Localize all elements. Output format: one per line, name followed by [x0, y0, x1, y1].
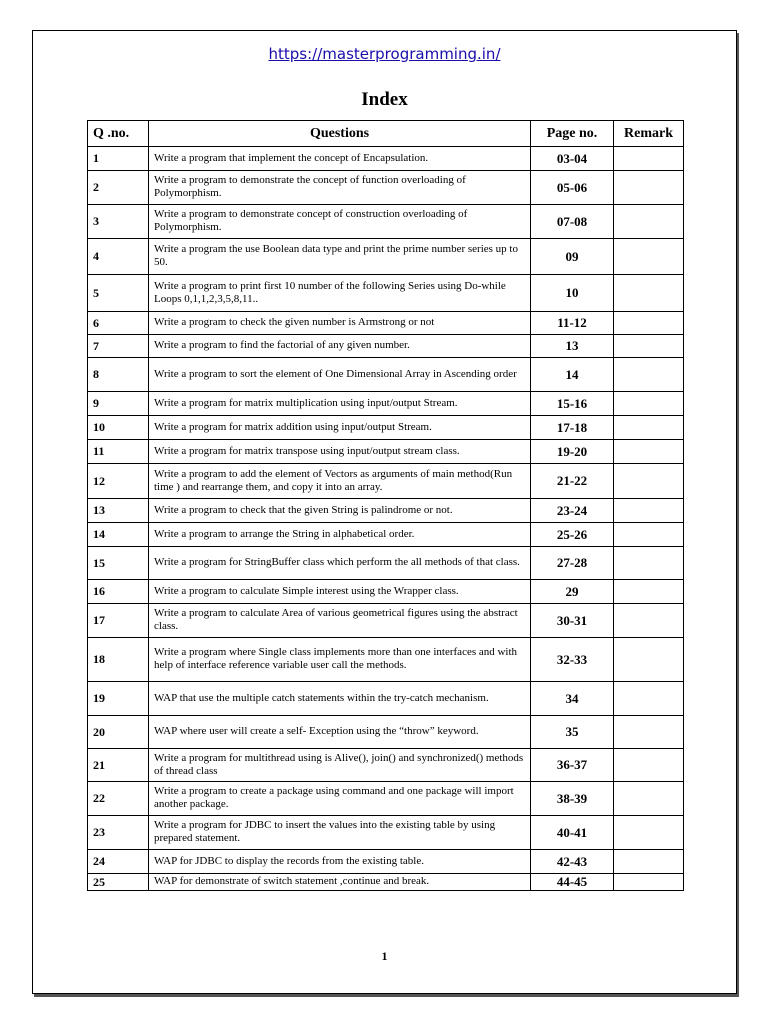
question-number: 15 — [88, 547, 149, 580]
table-row — [88, 464, 684, 499]
table-row — [88, 358, 684, 392]
question-text: WAP that use the multiple catch statements within the try-catch mechanism. — [149, 682, 531, 716]
remark-cell — [614, 205, 684, 239]
page-range: 40-41 — [531, 816, 614, 850]
page-range: 36-37 — [531, 749, 614, 782]
question-text: Write a program to check that the given String is palindrome or not. — [149, 499, 531, 523]
page-range: 38-39 — [531, 782, 614, 816]
question-number: 13 — [88, 499, 149, 523]
remark-cell — [614, 580, 684, 604]
question-number: 23 — [88, 816, 149, 850]
remark-cell — [614, 171, 684, 205]
table-row — [88, 850, 684, 874]
page-range: 17-18 — [531, 416, 614, 440]
question-text: Write a program to demonstrate concept of construction overloading of Polymorphism. — [149, 205, 531, 239]
page-range: 35 — [531, 716, 614, 749]
table-row — [88, 440, 684, 464]
page-range: 21-22 — [531, 464, 614, 499]
table-row — [88, 749, 684, 782]
question-number: 21 — [88, 749, 149, 782]
page-range: 03-04 — [531, 147, 614, 171]
page-range: 11-12 — [531, 312, 614, 335]
question-text: Write a program for matrix addition using input/output Stream. — [149, 416, 531, 440]
question-text: Write a program the use Boolean data type and print the prime number series up to 50. — [149, 239, 531, 275]
table-body — [88, 147, 684, 891]
remark-cell — [614, 392, 684, 416]
table-row — [88, 716, 684, 749]
page-range: 19-20 — [531, 440, 614, 464]
question-number: 17 — [88, 604, 149, 638]
table-row — [88, 205, 684, 239]
question-number: 18 — [88, 638, 149, 682]
question-number: 19 — [88, 682, 149, 716]
question-number: 25 — [88, 874, 149, 891]
table-row — [88, 275, 684, 312]
remark-cell — [614, 638, 684, 682]
page-number: 1 — [381, 949, 388, 963]
remark-cell — [614, 147, 684, 171]
question-number: 7 — [88, 335, 149, 358]
page-range: 27-28 — [531, 547, 614, 580]
page-range: 25-26 — [531, 523, 614, 547]
remark-cell — [614, 499, 684, 523]
page-range: 10 — [531, 275, 614, 312]
site-url-link[interactable]: https://masterprogramming.in/ — [268, 45, 501, 63]
remark-cell — [614, 547, 684, 580]
question-text: Write a program to add the element of Vectors as arguments of main method(Run time ) and rearrange them, and copy it into an array. — [149, 464, 531, 499]
remark-cell — [614, 335, 684, 358]
column-header-qno: Q .no. — [88, 121, 149, 147]
question-text: WAP for JDBC to display the records from the existing table. — [149, 850, 531, 874]
index-table — [87, 120, 684, 891]
question-number: 14 — [88, 523, 149, 547]
table-row — [88, 547, 684, 580]
remark-cell — [614, 440, 684, 464]
question-text: Write a program for multithread using is Alive(), join() and synchronized() methods of thread class — [149, 749, 531, 782]
page-range: 13 — [531, 335, 614, 358]
page-range: 29 — [531, 580, 614, 604]
question-number: 1 — [88, 147, 149, 171]
page-range: 42-43 — [531, 850, 614, 874]
question-text: Write a program to demonstrate the concept of function overloading of Polymorphism. — [149, 171, 531, 205]
remark-cell — [614, 416, 684, 440]
remark-cell — [614, 782, 684, 816]
question-text: WAP for demonstrate of switch statement ,continue and break. — [149, 874, 531, 891]
column-header-questions: Questions — [149, 121, 531, 147]
table-row — [88, 499, 684, 523]
remark-cell — [614, 716, 684, 749]
question-text: Write a program to create a package using command and one package will import another package. — [149, 782, 531, 816]
question-text: Write a program for matrix multiplication using input/output Stream. — [149, 392, 531, 416]
page-title: Index — [361, 89, 408, 110]
table-row — [88, 523, 684, 547]
question-number: 24 — [88, 850, 149, 874]
page-range: 07-08 — [531, 205, 614, 239]
question-number: 3 — [88, 205, 149, 239]
remark-cell — [614, 275, 684, 312]
question-number: 8 — [88, 358, 149, 392]
question-number: 12 — [88, 464, 149, 499]
table-row — [88, 312, 684, 335]
question-text: Write a program for JDBC to insert the values into the existing table by using prepared statement. — [149, 816, 531, 850]
table-row — [88, 239, 684, 275]
question-text: Write a program for matrix transpose using input/output stream class. — [149, 440, 531, 464]
table-row — [88, 171, 684, 205]
question-number: 9 — [88, 392, 149, 416]
table-row — [88, 416, 684, 440]
question-number: 16 — [88, 580, 149, 604]
remark-cell — [614, 239, 684, 275]
question-number: 6 — [88, 312, 149, 335]
table-row — [88, 874, 684, 891]
question-number: 4 — [88, 239, 149, 275]
remark-cell — [614, 604, 684, 638]
remark-cell — [614, 816, 684, 850]
question-number: 11 — [88, 440, 149, 464]
question-text: Write a program to check the given number is Armstrong or not — [149, 312, 531, 335]
table-header-row — [88, 121, 684, 147]
table-row — [88, 147, 684, 171]
table-row — [88, 392, 684, 416]
question-number: 22 — [88, 782, 149, 816]
question-number: 10 — [88, 416, 149, 440]
table-row — [88, 682, 684, 716]
question-text: WAP where user will create a self- Exception using the “throw” keyword. — [149, 716, 531, 749]
table-row — [88, 816, 684, 850]
remark-cell — [614, 312, 684, 335]
question-text: Write a program to arrange the String in alphabetical order. — [149, 523, 531, 547]
page-range: 34 — [531, 682, 614, 716]
page-range: 30-31 — [531, 604, 614, 638]
question-number: 5 — [88, 275, 149, 312]
table-row — [88, 638, 684, 682]
page-range: 05-06 — [531, 171, 614, 205]
remark-cell — [614, 464, 684, 499]
question-text: Write a program to calculate Area of various geometrical figures using the abstract class. — [149, 604, 531, 638]
table-row — [88, 335, 684, 358]
table-row — [88, 604, 684, 638]
remark-cell — [614, 874, 684, 891]
table-row — [88, 580, 684, 604]
page-range: 14 — [531, 358, 614, 392]
remark-cell — [614, 523, 684, 547]
question-number: 2 — [88, 171, 149, 205]
table-row — [88, 782, 684, 816]
remark-cell — [614, 358, 684, 392]
question-text: Write a program to find the factorial of any given number. — [149, 335, 531, 358]
document-page — [32, 30, 737, 994]
question-number: 20 — [88, 716, 149, 749]
page-range: 23-24 — [531, 499, 614, 523]
question-text: Write a program to sort the element of One Dimensional Array in Ascending order — [149, 358, 531, 392]
remark-cell — [614, 682, 684, 716]
page-range: 09 — [531, 239, 614, 275]
question-text: Write a program for StringBuffer class which perform the all methods of that class. — [149, 547, 531, 580]
column-header-remark: Remark — [614, 121, 684, 147]
question-text: Write a program that implement the concept of Encapsulation. — [149, 147, 531, 171]
page-range: 32-33 — [531, 638, 614, 682]
question-text: Write a program to print first 10 number of the following Series using Do-while Loops 0,1,1,2,3,5,8,11.. — [149, 275, 531, 312]
page-range: 44-45 — [531, 874, 614, 891]
column-header-page: Page no. — [531, 121, 614, 147]
question-text: Write a program to calculate Simple interest using the Wrapper class. — [149, 580, 531, 604]
page-range: 15-16 — [531, 392, 614, 416]
remark-cell — [614, 749, 684, 782]
question-text: Write a program where Single class implements more than one interfaces and with help of interface reference variable user call the methods. — [149, 638, 531, 682]
remark-cell — [614, 850, 684, 874]
